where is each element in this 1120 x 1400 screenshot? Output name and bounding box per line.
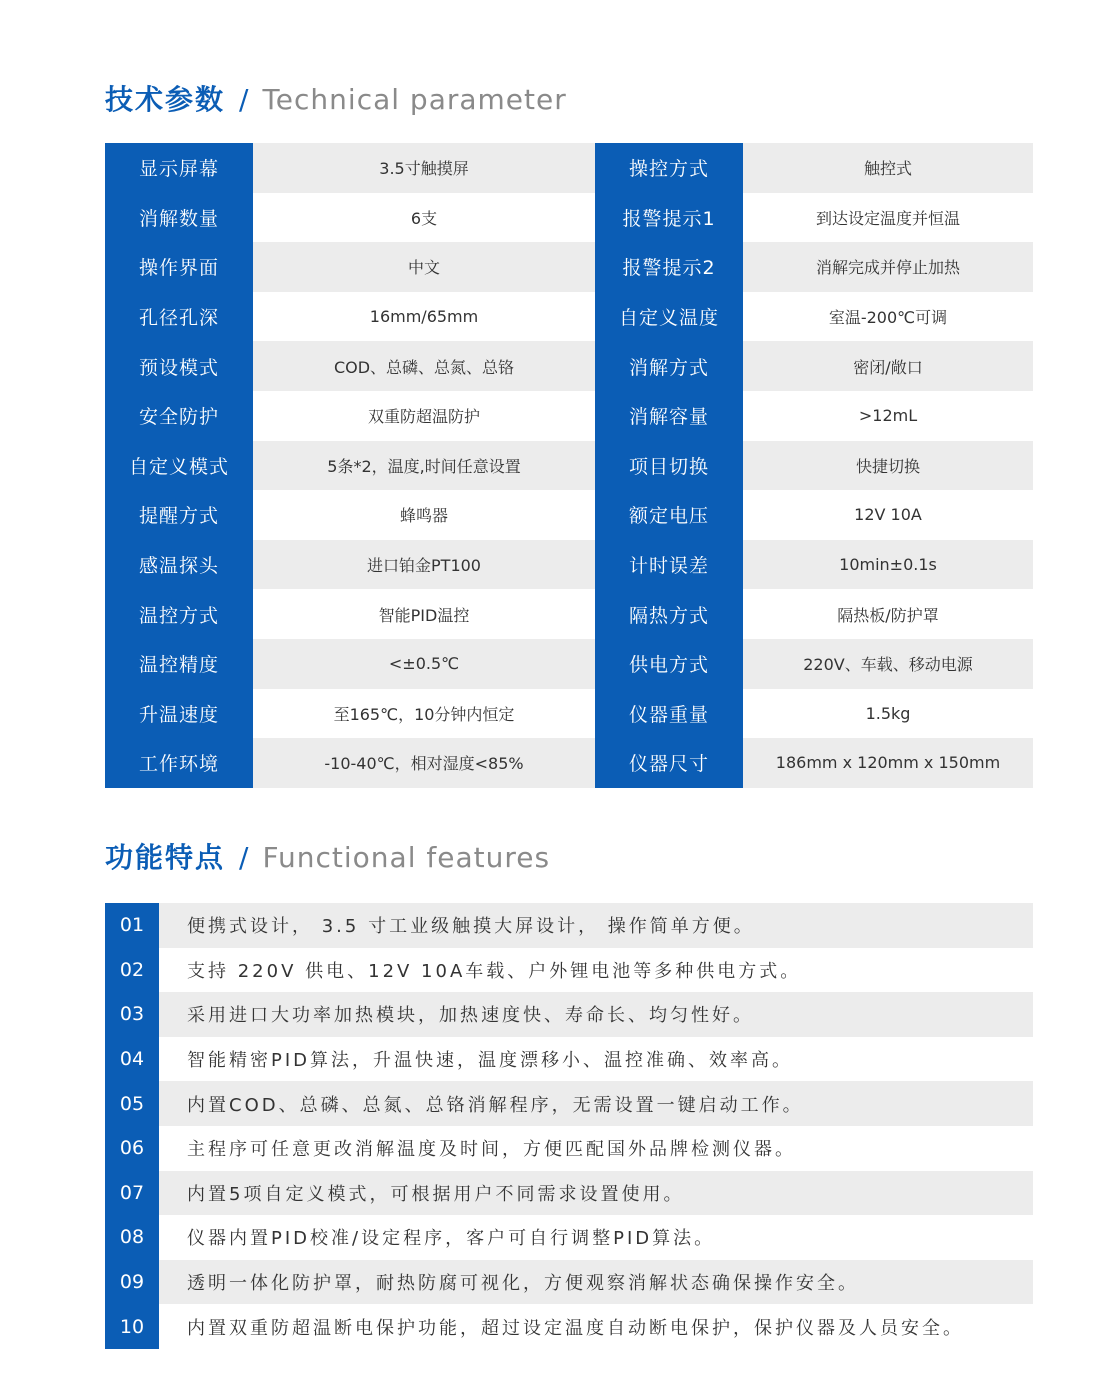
- spec-label: 感温探头: [105, 540, 253, 590]
- feature-number: 09: [105, 1260, 159, 1305]
- spec-row: [105, 292, 1033, 342]
- spec-value: 消解完成并停止加热: [743, 242, 1033, 292]
- spec-label: 显示屏幕: [105, 143, 253, 193]
- feature-item: [105, 1304, 1033, 1349]
- spec-row: [105, 490, 1033, 540]
- feature-number: 02: [105, 948, 159, 993]
- feature-item: [105, 992, 1033, 1037]
- spec-value: 16mm/65mm: [253, 292, 595, 342]
- spec-value: 6支: [253, 193, 595, 243]
- spec-label: 仪器重量: [595, 689, 743, 739]
- spec-value: 中文: [253, 242, 595, 292]
- spec-label: 项目切换: [595, 441, 743, 491]
- feature-text: 内置双重防超温断电保护功能，超过设定温度自动断电保护，保护仪器及人员安全。: [159, 1304, 1033, 1349]
- feature-item: [105, 1171, 1033, 1216]
- spec-label: 仪器尺寸: [595, 738, 743, 788]
- spec-label: 操控方式: [595, 143, 743, 193]
- feature-title-cn: 功能特点: [105, 841, 226, 874]
- spec-value: 触控式: [743, 143, 1033, 193]
- feature-section-title: [105, 836, 550, 876]
- feature-item: [105, 1260, 1033, 1305]
- spec-label: 报警提示1: [595, 193, 743, 243]
- spec-label: 供电方式: [595, 639, 743, 689]
- spec-value: 至165℃，10分钟内恒定: [253, 689, 595, 739]
- feature-item: [105, 948, 1033, 993]
- feature-number: 10: [105, 1304, 159, 1349]
- feature-text: 内置COD、总磷、总氮、总铬消解程序，无需设置一键启动工作。: [159, 1081, 1033, 1126]
- spec-title-cn: 技术参数: [105, 83, 226, 116]
- spec-value: COD、总磷、总氮、总铬: [253, 341, 595, 391]
- spec-row: [105, 341, 1033, 391]
- spec-label: 消解数量: [105, 193, 253, 243]
- spec-value: 10min±0.1s: [743, 540, 1033, 590]
- feature-number: 06: [105, 1126, 159, 1171]
- spec-label: 自定义温度: [595, 292, 743, 342]
- spec-row: [105, 391, 1033, 441]
- spec-value: 5条*2，温度,时间任意设置: [253, 441, 595, 491]
- spec-value: 智能PID温控: [253, 589, 595, 639]
- feature-item: [105, 1037, 1033, 1082]
- feature-number: 03: [105, 992, 159, 1037]
- spec-value: 蜂鸣器: [253, 490, 595, 540]
- spec-title-en: Technical parameter: [262, 83, 567, 116]
- feature-title-separator: /: [239, 841, 249, 874]
- spec-table: [105, 143, 1033, 788]
- spec-row: [105, 441, 1033, 491]
- spec-label: 温控精度: [105, 639, 253, 689]
- spec-label: 消解方式: [595, 341, 743, 391]
- spec-row: [105, 540, 1033, 590]
- feature-number: 05: [105, 1081, 159, 1126]
- spec-value: >12mL: [743, 391, 1033, 441]
- spec-label: 温控方式: [105, 589, 253, 639]
- feature-text: 透明一体化防护罩，耐热防腐可视化，方便观察消解状态确保操作安全。: [159, 1260, 1033, 1305]
- spec-label: 消解容量: [595, 391, 743, 441]
- spec-value: 进口铂金PT100: [253, 540, 595, 590]
- spec-label: 自定义模式: [105, 441, 253, 491]
- spec-value: 186mm x 120mm x 150mm: [743, 738, 1033, 788]
- feature-text: 支持 220V 供电、12V 10A车载、户外锂电池等多种供电方式。: [159, 948, 1033, 993]
- spec-value: -10-40℃，相对湿度<85%: [253, 738, 595, 788]
- spec-value: 室温-200℃可调: [743, 292, 1033, 342]
- feature-text: 主程序可任意更改消解温度及时间，方便匹配国外品牌检测仪器。: [159, 1126, 1033, 1171]
- feature-number: 01: [105, 903, 159, 948]
- feature-text: 内置5项自定义模式，可根据用户不同需求设置使用。: [159, 1171, 1033, 1216]
- spec-row: [105, 242, 1033, 292]
- spec-label: 隔热方式: [595, 589, 743, 639]
- spec-label: 升温速度: [105, 689, 253, 739]
- spec-value: 12V 10A: [743, 490, 1033, 540]
- spec-value: 快捷切换: [743, 441, 1033, 491]
- feature-text: 采用进口大功率加热模块，加热速度快、寿命长、均匀性好。: [159, 992, 1033, 1037]
- feature-item: [105, 1081, 1033, 1126]
- spec-row: [105, 639, 1033, 689]
- spec-label: 工作环境: [105, 738, 253, 788]
- spec-label: 提醒方式: [105, 490, 253, 540]
- feature-number: 04: [105, 1037, 159, 1082]
- spec-label: 预设模式: [105, 341, 253, 391]
- spec-row: [105, 738, 1033, 788]
- spec-value: 3.5寸触摸屏: [253, 143, 595, 193]
- spec-label: 孔径孔深: [105, 292, 253, 342]
- spec-value: 隔热板/防护罩: [743, 589, 1033, 639]
- feature-list: [105, 903, 1033, 1349]
- spec-value: 双重防超温防护: [253, 391, 595, 441]
- feature-text: 仪器内置PID校准/设定程序，客户可自行调整PID算法。: [159, 1215, 1033, 1260]
- spec-label: 安全防护: [105, 391, 253, 441]
- spec-label: 报警提示2: [595, 242, 743, 292]
- feature-item: [105, 1126, 1033, 1171]
- spec-value: 220V、车载、移动电源: [743, 639, 1033, 689]
- spec-value: <±0.5℃: [253, 639, 595, 689]
- spec-row: [105, 589, 1033, 639]
- spec-row: [105, 193, 1033, 243]
- feature-number: 08: [105, 1215, 159, 1260]
- spec-row: [105, 143, 1033, 193]
- spec-title-separator: /: [239, 83, 249, 116]
- spec-value: 密闭/敞口: [743, 341, 1033, 391]
- spec-row: [105, 689, 1033, 739]
- feature-text: 便携式设计， 3.5 寸工业级触摸大屏设计， 操作简单方便。: [159, 903, 1033, 948]
- spec-section-title: [105, 78, 567, 118]
- feature-text: 智能精密PID算法，升温快速，温度漂移小、温控准确、效率高。: [159, 1037, 1033, 1082]
- spec-label: 操作界面: [105, 242, 253, 292]
- spec-label: 计时误差: [595, 540, 743, 590]
- spec-value: 到达设定温度并恒温: [743, 193, 1033, 243]
- feature-item: [105, 1215, 1033, 1260]
- feature-item: [105, 903, 1033, 948]
- spec-label: 额定电压: [595, 490, 743, 540]
- feature-title-en: Functional features: [262, 841, 551, 874]
- feature-number: 07: [105, 1171, 159, 1216]
- spec-value: 1.5kg: [743, 689, 1033, 739]
